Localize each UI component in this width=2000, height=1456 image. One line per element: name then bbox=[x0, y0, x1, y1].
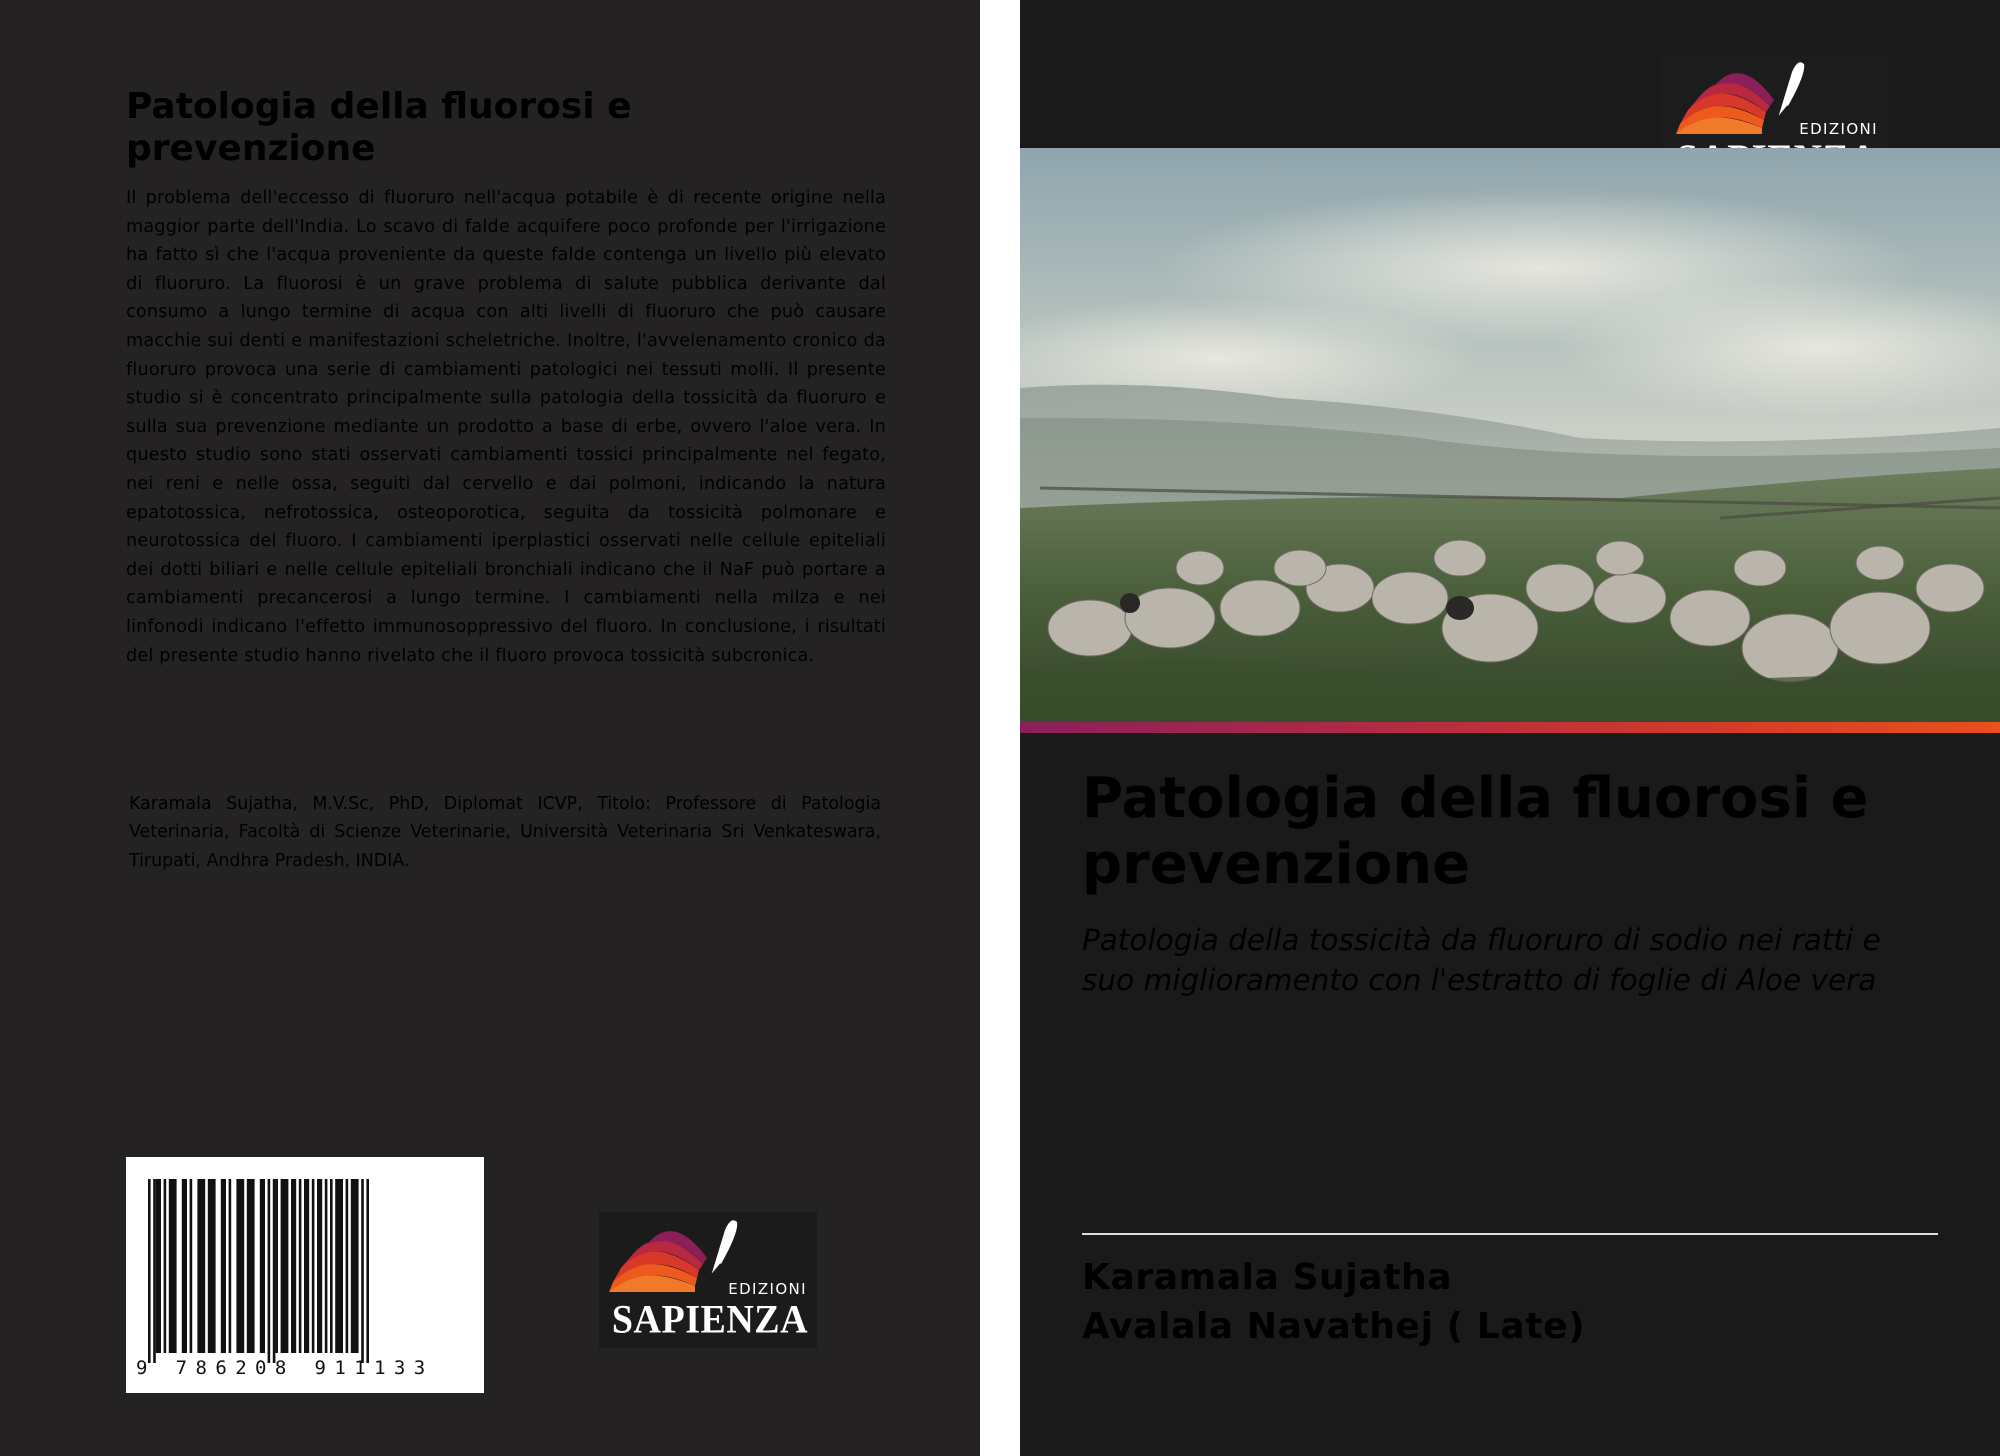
barcode-guard-bar bbox=[148, 1179, 151, 1363]
barcode-bar bbox=[330, 1179, 333, 1353]
barcode-bar bbox=[208, 1179, 216, 1353]
author-bio: Karamala Sujatha, M.V.Sc, PhD, Diplomat ICVP, Titolo: Professore di Patologia Veterinaria, Facoltà di Scienze Veterinarie, Università Veterinaria Sri Venkateswara, Tirupati, Andhra Pradesh, INDIA. bbox=[129, 794, 881, 871]
divider-rule bbox=[1082, 1233, 1938, 1235]
barcode-bar bbox=[299, 1179, 302, 1353]
barcode-number: 9 786208 911133 bbox=[136, 1357, 434, 1379]
barcode-bar bbox=[156, 1179, 161, 1353]
barcode-bar bbox=[236, 1179, 244, 1353]
barcode-bar bbox=[325, 1179, 328, 1353]
barcode-bar bbox=[197, 1179, 205, 1353]
barcode-guard-bar bbox=[268, 1179, 271, 1363]
barcode-bar bbox=[346, 1179, 349, 1353]
barcode-bar bbox=[317, 1179, 322, 1353]
barcode-bar bbox=[247, 1179, 255, 1353]
author-name-1: Karamala Sujatha bbox=[1082, 1257, 1453, 1298]
front-cover-subtitle: Patologia della tossicità da fluoruro di sodio nei ratti e suo miglioramento con l'estratto di foglie di Aloe vera bbox=[1082, 923, 1881, 997]
sheep-meadow-illustration bbox=[1020, 148, 2000, 722]
barcode-guard-bar bbox=[153, 1179, 156, 1363]
barcode-guard-bar bbox=[361, 1179, 364, 1363]
barcode-bar bbox=[190, 1179, 193, 1353]
spine bbox=[980, 0, 1020, 1456]
publisher-edizioni: EDIZIONI bbox=[1799, 120, 1878, 138]
back-cover-title: Patologia della fluorosi e prevenzione bbox=[126, 86, 632, 169]
barcode-bar bbox=[291, 1179, 296, 1353]
front-cover-title: Patologia della fluorosi e prevenzione bbox=[1082, 766, 1869, 897]
barcode-bar bbox=[182, 1179, 187, 1353]
barcode-bar bbox=[275, 1179, 278, 1353]
barcode-bar bbox=[260, 1179, 265, 1353]
barcode-bar bbox=[312, 1179, 315, 1353]
barcode-bar bbox=[164, 1179, 167, 1353]
barcode-guard-bar bbox=[273, 1179, 276, 1363]
publisher-edizioni: EDIZIONI bbox=[728, 1280, 807, 1298]
isbn-barcode bbox=[126, 1157, 484, 1393]
barcode-bar bbox=[229, 1179, 232, 1353]
publisher-name: SAPIENZA bbox=[611, 1297, 809, 1343]
back-cover-blurb: Il problema dell'eccesso di fluoruro nell'acqua potabile è di recente origine nella maggior parte dell'India. Lo scavo di falde acquifere poco profonde per l'irrigazione ha fatto sì che l'acqua proveniente da queste falde contenga un livello più elevato di fluoruro. La fluorosi è un grave problema di salute pubblica derivante dal consumo a lungo termine di acqua con alti livelli di fluoruro che può causare macchie sui denti e manifestazioni scheletriche. Inoltre, l'avvelenamento cronico da fluoruro provoca una serie di cambiamenti patologici nei tessuti molli. Il presente studio si è concentrato principalmente sulla patologia della tossicità da fluoruro e sulla sua prevenzione mediante un prodotto a base di erbe, ovvero l'aloe vera. In questo studio sono stati osservati cambiamenti tossici principalmente nel fegato, nei reni e nelle ossa, seguiti dal cervello e dai polmoni, indicando la natura epatotossica, nefrotossica, osteoporotica, seguita da tossicità polmonare e neurotossica del fluoro. I cambiamenti iperplastici osservati nelle cellule epiteliali dei dotti biliari e nelle cellule epiteliali bronchiali indicano che il NaF può portare a cambiamenti precancerosi a lungo termine. I cambiamenti nella milza e nei linfonodi indicano l'effetto immunosoppressivo del fluoro. In conclusione, i risultati del presente studio hanno rivelato che il fluoro provoca tossicità subcronica. bbox=[126, 188, 886, 666]
barcode-guard-bar bbox=[366, 1179, 369, 1363]
barcode-bar bbox=[335, 1179, 343, 1353]
accent-stripe bbox=[1020, 722, 2000, 733]
publisher-logo-back bbox=[599, 1212, 817, 1348]
barcode-bar bbox=[304, 1179, 309, 1353]
author-name-2: Avalala Navathej ( Late) bbox=[1082, 1306, 1586, 1347]
barcode-bar bbox=[221, 1179, 226, 1353]
barcode-bar bbox=[281, 1179, 289, 1353]
barcode-bar bbox=[351, 1179, 359, 1353]
barcode-bar bbox=[169, 1179, 177, 1353]
cover-photo-sheep-meadow bbox=[1020, 148, 2000, 722]
